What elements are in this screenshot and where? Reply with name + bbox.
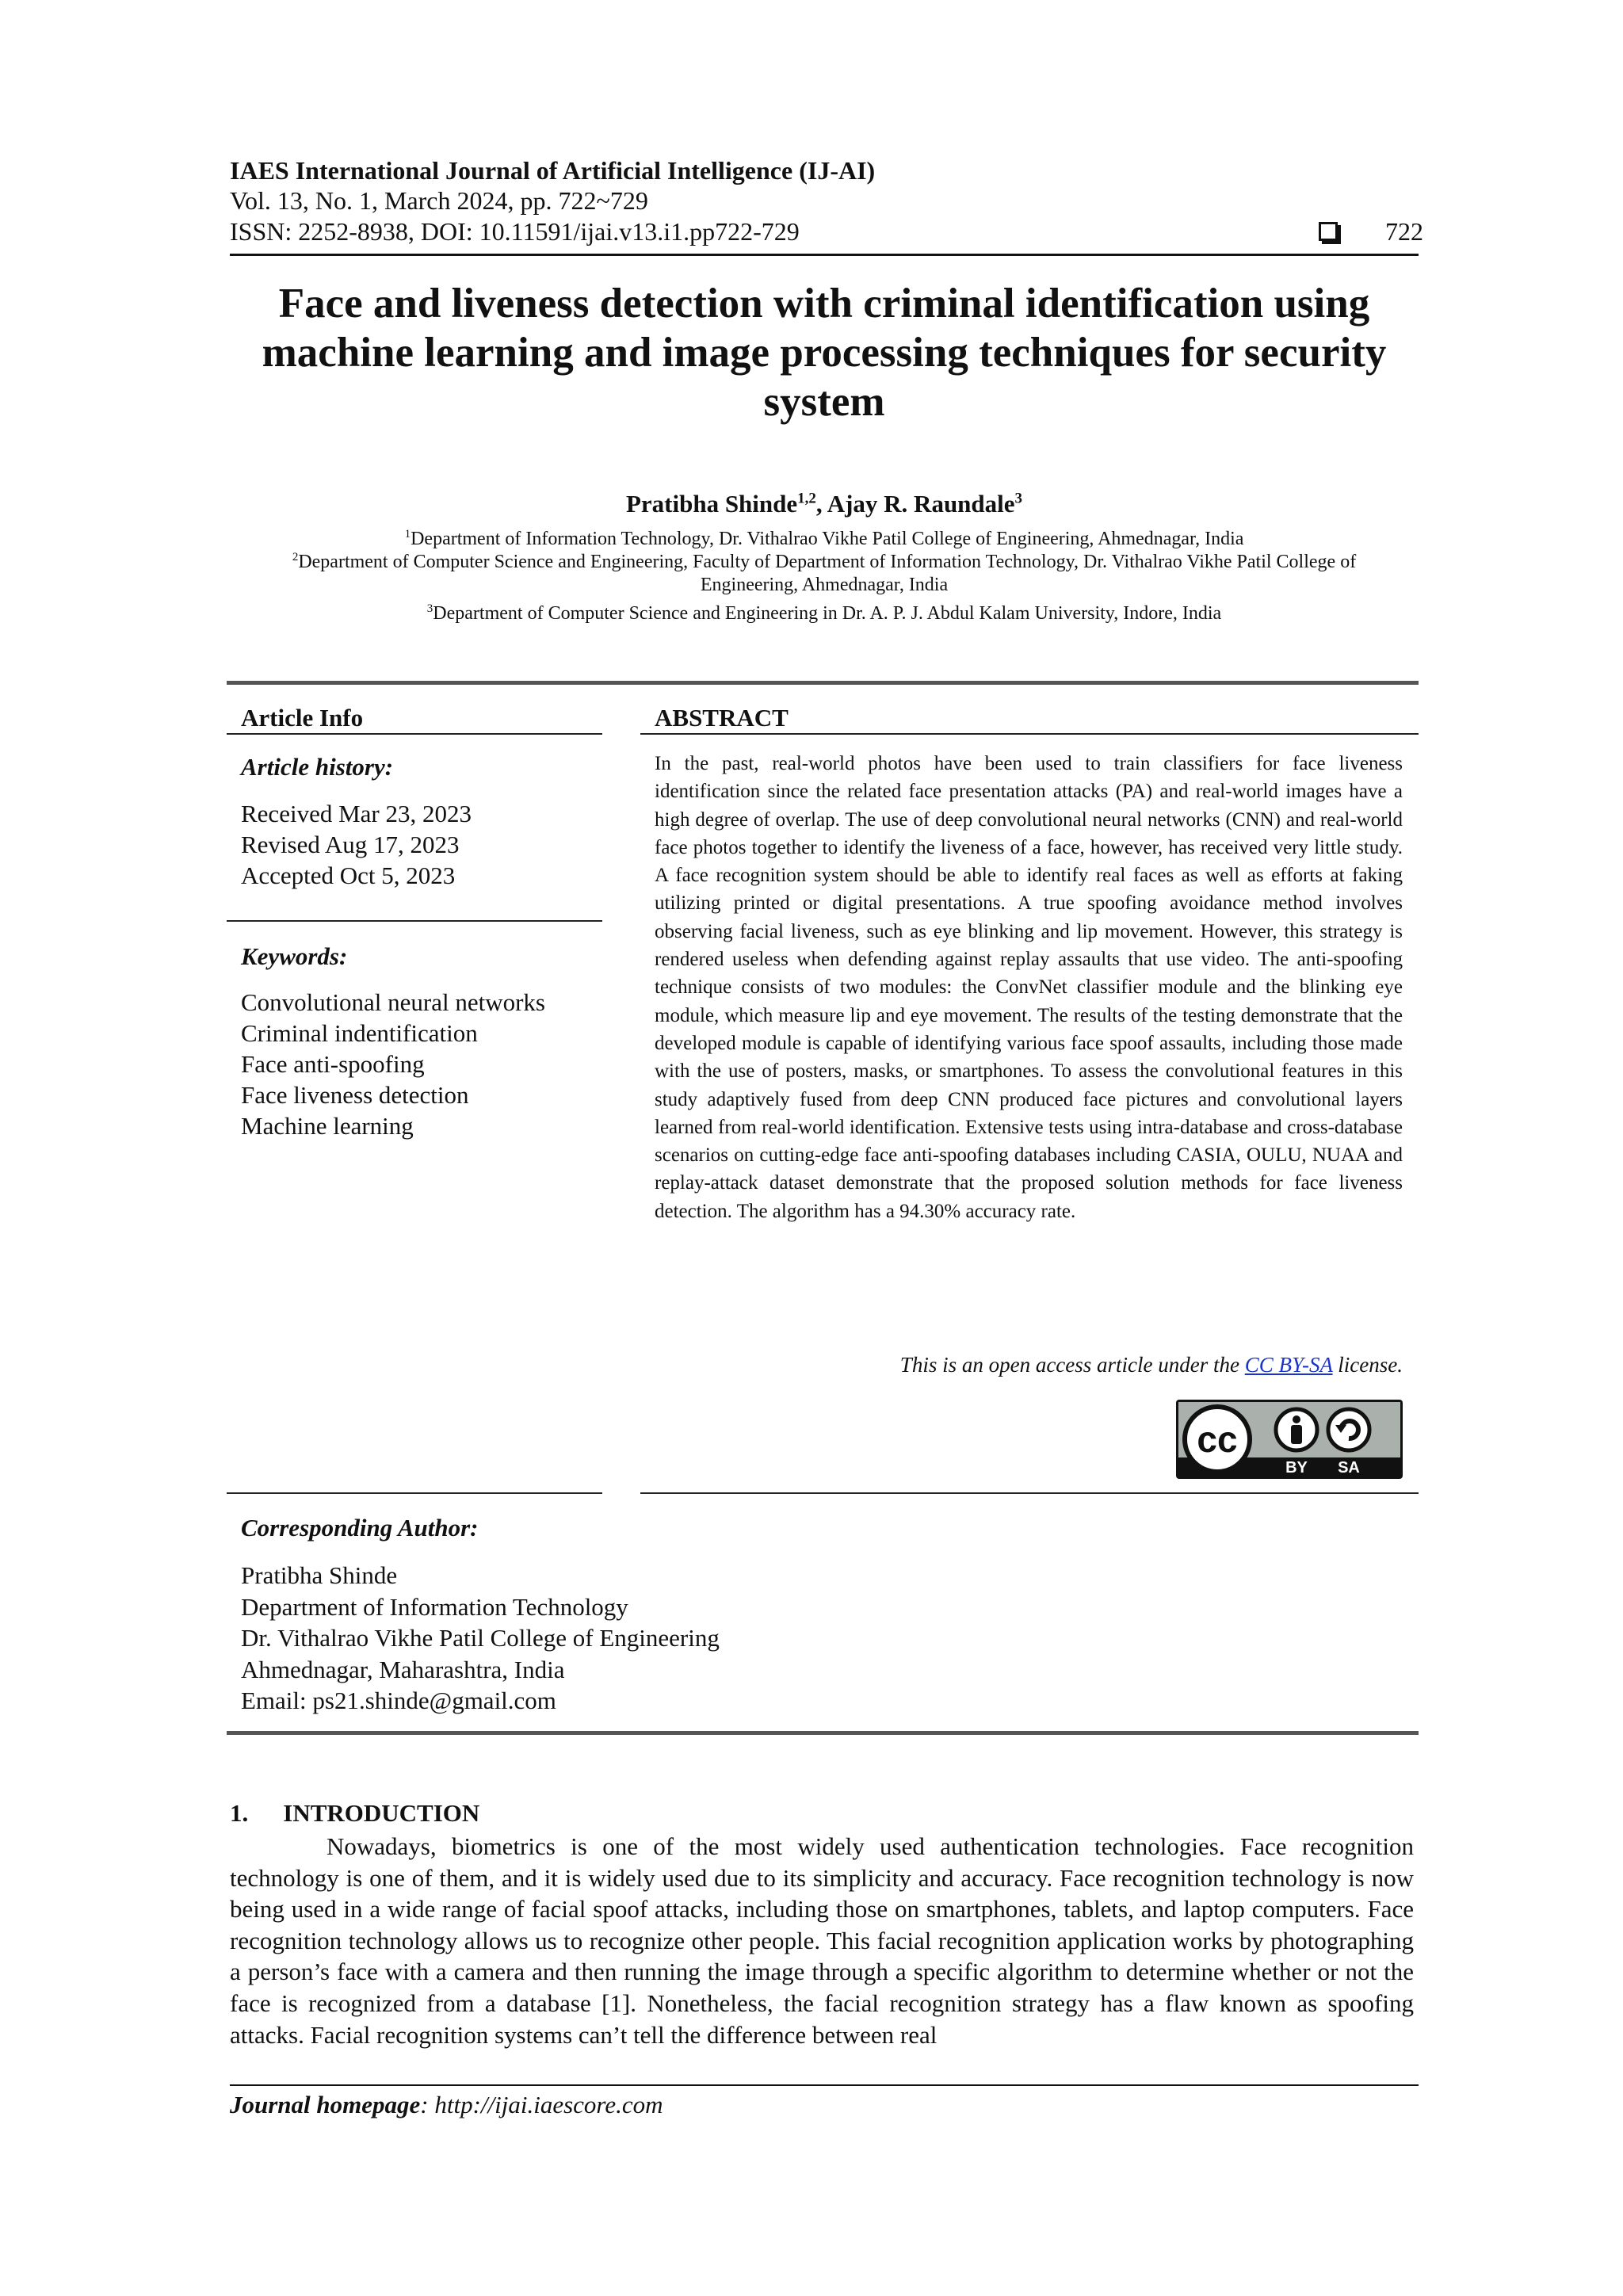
corresponding-college: Dr. Vithalrao Vikhe Patil College of Engineering [241,1624,720,1652]
volume-info: Vol. 13, No. 1, March 2024, pp. 722~729 [230,186,648,215]
affiliation-1-text: Department of Information Technology, Dr. Vithalrao Vikhe Patil College of Engineering, Ahmednagar, India [411,529,1244,549]
author-2: Ajay R. Raundale [827,490,1015,518]
abstract-heading: ABSTRACT [655,704,789,732]
affiliation-3 [230,598,1419,625]
footer-rule [230,2084,1419,2086]
cc-logo-text: cc [1197,1419,1238,1460]
corresponding-email: Email: ps21.shinde@gmail.com [241,1687,556,1714]
license-suffix: license. [1332,1353,1403,1377]
share-alike-icon [1328,1409,1369,1450]
corresponding-bottom-rule [227,1731,1419,1735]
section-heading-introduction [230,1799,479,1828]
header-rule [230,254,1419,256]
page-number: 722 [1385,217,1423,246]
corresponding-name: Pratibha Shinde [241,1561,398,1589]
section-number: 1. [230,1799,249,1827]
keyword-item: Convolutional neural networks [241,988,545,1016]
cc-badge-graphic [1176,1400,1403,1479]
affiliation-2-text: Department of Computer Science and Engineering, Faculty of Department of Information Technology, Dr. Vithalrao Vikhe Patil College of Engineering, Ahmednagar, India [298,552,1357,595]
keywords-heading: Keywords: [241,942,348,970]
keywords-bottom-rule [227,1492,602,1494]
license-line [655,1353,1403,1377]
author-2-sup: 3 [1014,490,1023,507]
page-box-icon [1319,222,1338,241]
cc-by-sa-badge[interactable] [1176,1400,1403,1479]
license-link[interactable]: CC BY-SA [1244,1353,1333,1377]
article-dates [241,798,472,891]
corresponding-heading: Corresponding Author: [241,1514,479,1541]
homepage-url[interactable]: : http://ijai.iaescore.com [420,2091,663,2118]
article-history-heading: Article history: [241,753,394,781]
affiliation-2-sup: 2 [292,551,299,563]
author-line [230,490,1419,518]
author-separator: , [815,490,827,518]
article-info-rule [227,733,602,735]
journal-homepage [230,2091,663,2119]
revised-date: Revised Aug 17, 2023 [241,831,460,858]
by-label: BY [1285,1459,1308,1477]
introduction-paragraph: Nowadays, biometrics is one of the most widely used authentication technologies. Face recognition technology is one of them, and it is widely used due to its simplicity and accuracy. Face recognition technology is now being used in a wide range of facial spoof attacks, including those on smartphones, tablets, and laptop computers. Face recognition technology allows us to recognize other people. This facial recognition application works by photographing a person’s face with a camera and then running the image through a specific algorithm to determine whether or not the face is recognized from a database [1]. Nonetheless, the facial recognition strategy has a flaw known as spoofing attacks. Facial recognition systems can’t tell the difference between real [230,1832,1414,2049]
corresponding-dept: Department of Information Technology [241,1592,628,1621]
keyword-item: Face anti-spoofing [241,1050,425,1078]
homepage-label: Journal homepage [230,2091,421,2118]
affiliation-1-sup: 1 [404,528,411,541]
info-top-rule [227,681,1419,685]
sa-label: SA [1338,1459,1360,1477]
history-rule [227,920,602,922]
license-prefix: This is an open access article under the [899,1353,1245,1377]
received-date: Received Mar 23, 2023 [241,800,472,827]
issn-doi: ISSN: 2252-8938, DOI: 10.11591/ijai.v13.i1.pp722-729 [230,217,800,246]
paper-title: Face and liveness detection with criminal identification using machine learning and image processing techniques for security system [262,281,1387,425]
corresponding-location: Ahmednagar, Maharashtra, India [241,1655,565,1683]
introduction-body [230,1831,1414,2050]
journal-name: IAES International Journal of Artificial Intelligence (IJ-AI) [230,156,876,185]
keyword-item: Criminal indentification [241,1019,478,1047]
abstract-text: In the past, real-world photos have been used to train classifiers for face liveness identification since the related face presentation attacks (PA) and real-world images have a high degree of overlap. The use of deep convolutional neural networks (CNN) and real-world face photos together to identify the liveness of a face, however, has received very little study. A face recognition system should be able to identify real faces as well as efforts at faking utilizing printed or digital presentations. A true spoofing avoidance method involves observing facial liveness, such as eye blinking and lip movement. However, this strategy is rendered useless when defending against replay assaults that use video. The anti-spoofing technique consists of two modules: the ConvNet classifier module and the blinking eye module, which measure lip and eye movement. The results of the testing demonstrate that the developed module is capable of identifying various face spoof assaults, including those made with the use of posters, masks, or smartphones. To assess the convolutional features in this study adaptively fused from deep CNN produced face pictures and convolutional layers learned from real-world identification. Extensive tests using intra-database and cross-database scenarios on cutting-edge face anti-spoofing databases including CASIA, OULU, NUAA and replay-attack dataset demonstrate that the proposed solution methods for face liveness detection. The algorithm has a 94.30% accuracy rate. [655,753,1403,1222]
affiliation-3-text: Department of Computer Science and Engineering in Dr. A. P. J. Abdul Kalam University, Indore, India [433,603,1222,624]
abstract-bottom-rule [640,1492,1419,1494]
keyword-item: Machine learning [241,1112,414,1140]
affiliation-3-sup: 3 [426,602,433,615]
article-info-heading: Article Info [241,704,364,732]
author-1-sup: 1,2 [797,490,816,507]
section-title: INTRODUCTION [283,1799,480,1827]
corresponding-details [241,1560,720,1717]
author-1: Pratibha Shinde [625,490,798,518]
affiliation-2 [262,546,1387,597]
keywords-list [241,987,545,1141]
keyword-item: Face liveness detection [241,1081,469,1109]
abstract-rule [640,733,1419,735]
accepted-date: Accepted Oct 5, 2023 [241,861,456,889]
